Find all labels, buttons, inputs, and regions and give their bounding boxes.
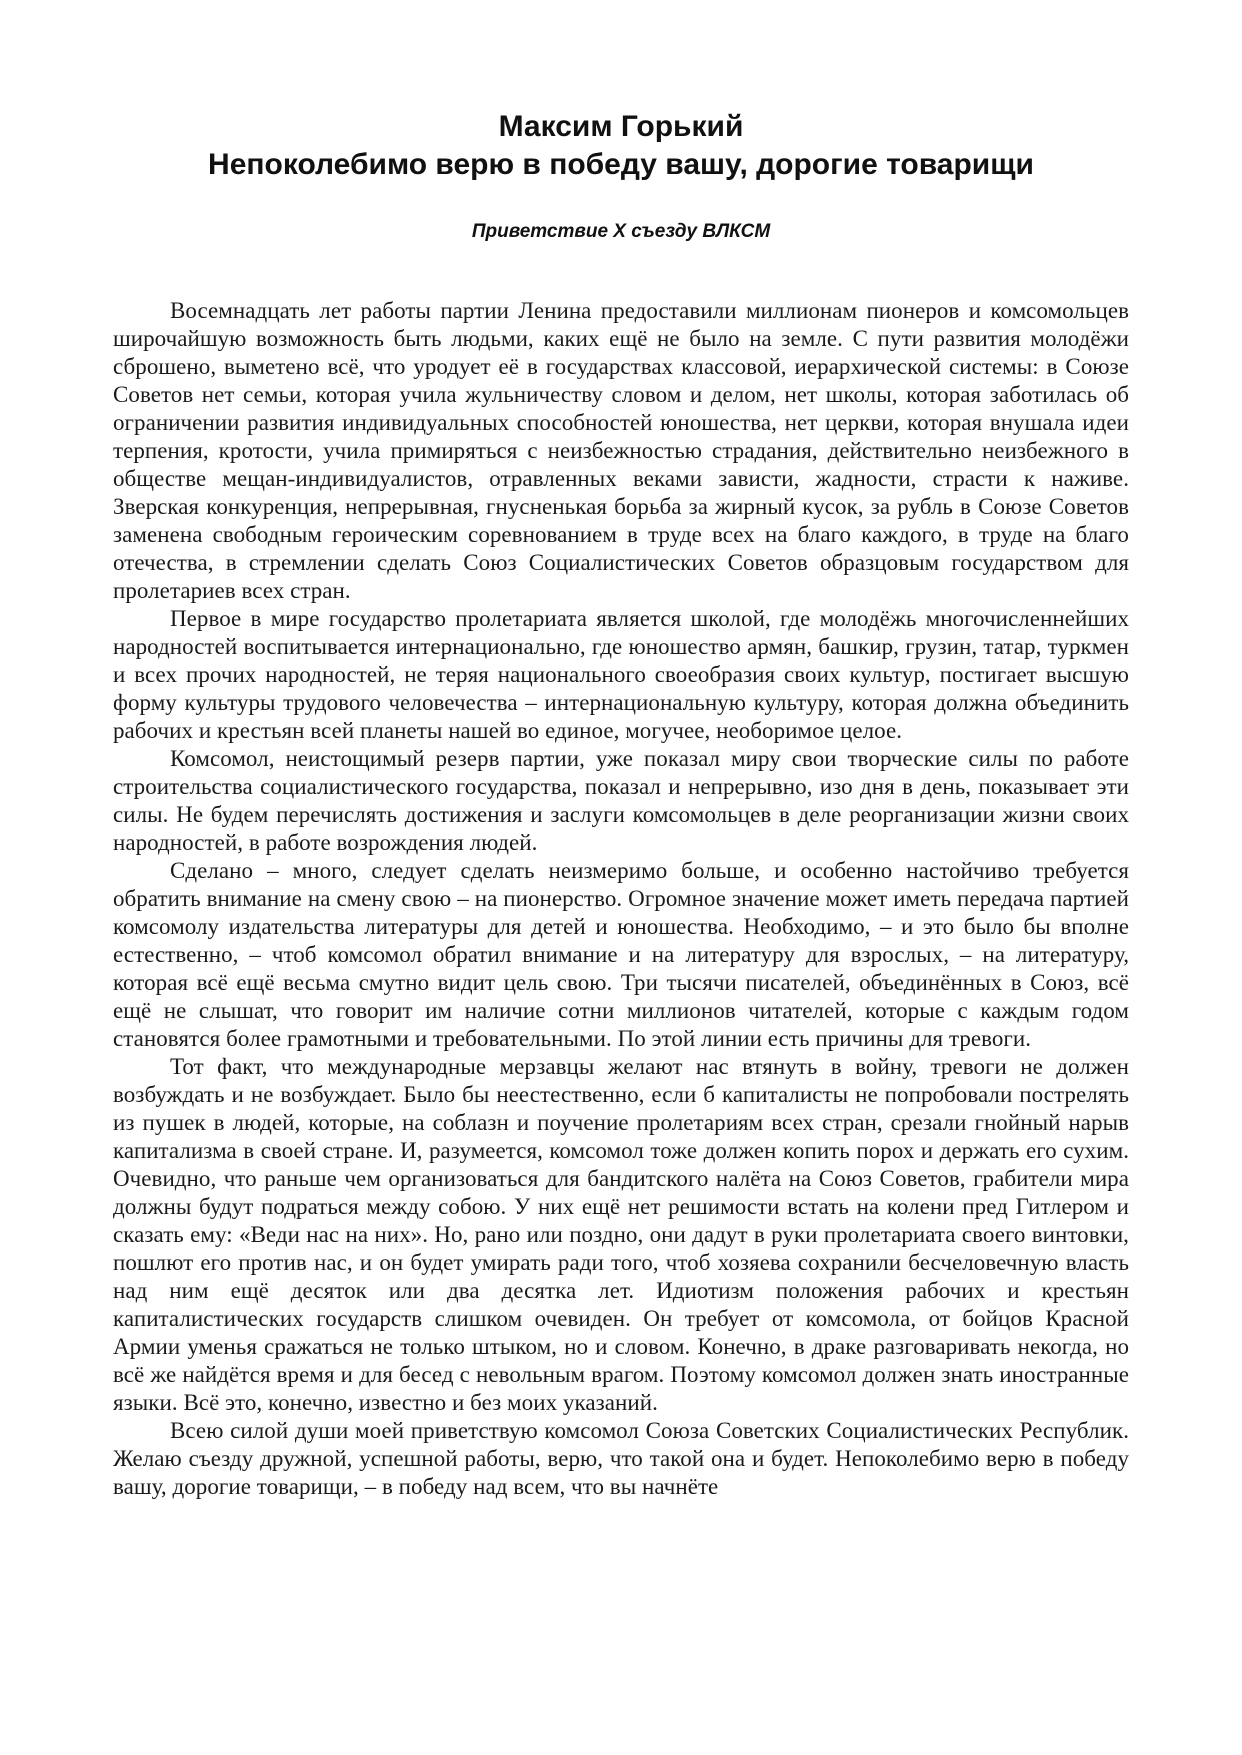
author-name: Максим Горький: [498, 110, 744, 143]
document-body: [113, 297, 1129, 1501]
paragraph: Тот факт, что международные мерзавцы желают нас втянуть в войну, тревоги не должен возбуждать и не возбуждает. Было бы неестественно, если б капиталисты не попробовали пострелять из пушек в людей, которые, на соблазн и поучение пролетариям всех стран, срезали гнойный нарыв капитализма в своей стране. И, разумеется, комсомол тоже должен копить порох и держать его сухим. Очевидно, что раньше чем организоваться для бандитского налёта на Союз Советов, грабители мира должны будут подраться между собою. У них ещё нет решимости встать на колени пред Гитлером и сказать ему: «Веди нас на них». Но, рано или поздно, они дадут в руки пролетариата своего винтовки, пошлют его против нас, и он будет умирать ради того, чтоб хозяева сохранили бесчеловечную власть над ним ещё десяток или два десятка лет. Идиотизм положения рабочих и крестьян капиталистических государств слишком очевиден. Он требует от комсомола, от бойцов Красной Армии уменья сражаться не только штыком, но и словом. Конечно, в драке разговаривать некогда, но всё же найдётся время и для бесед с невольным врагом. Поэтому комсомол должен знать иностранные языки. Всё это, конечно, известно и без моих указаний.: [113, 1054, 1129, 1415]
paragraph: Первое в мире государство пролетариата является школой, где молодёжь многочисленнейших народностей воспитывается интернационально, где юношество армян, башкир, грузин, татар, туркмен и всех прочих народностей, не теряя национального своеобразия своих культур, постигает высшую форму культуры трудового человечества – интернациональную культуру, которая должна объединить рабочих и крестьян всей планеты нашей во единое, могучее, необоримое целое.: [113, 606, 1129, 743]
paragraph: Сделано – много, следует сделать неизмеримо больше, и особенно настойчиво требуется обратить внимание на смену свою – на пионерство. Огромное значение может иметь передача партией комсомолу издательства литературы для детей и юношества. Необходимо, – и это было бы вполне естественно, – чтоб комсомол обратил внимание и на литературу для взрослых, – на литературу, которая всё ещё весьма смутно видит цель свою. Три тысячи писателей, объединённых в Союз, всё ещё не слышат, что говорит им наличие сотни миллионов читателей, которые с каждым годом становятся более грамотными и требовательными. По этой линии есть причины для тревоги.: [113, 858, 1129, 1051]
document-subtitle: Приветствие X съезду ВЛКСМ: [471, 221, 771, 242]
paragraph: Комсомол, неистощимый резерв партии, уже показал миру свои творческие силы по работе строительства социалистического государства, показал и непрерывно, изо дня в день, показывает эти силы. Не будем перечислять достижения и заслуги комсомольцев в деле реорганизации жизни своих народностей, в работе возрождения людей.: [113, 746, 1129, 855]
paragraph: Всею силой души моей приветствую комсомол Союза Советских Социалистических Республик. Желаю съезду дружной, успешной работы, верю, что такой она и будет. Непоколебимо верю в победу вашу, дорогие товарищи, – в победу над всем, что вы начнёте: [113, 1418, 1129, 1499]
paragraph: Восемнадцать лет работы партии Ленина предоставили миллионам пионеров и комсомольцев широчайшую возможность быть людьми, каких ещё не было на земле. С пути развития молодёжи сброшено, выметено всё, что уродует её в государствах классовой, иерархической системы: в Союзе Советов нет семьи, которая учила жульничеству словом и делом, нет школы, которая заботилась об ограничении развития индивидуальных способностей юношества, нет церкви, которая внушала идеи терпения, кротости, учила примиряться с неизбежностью страдания, действительно неизбежного в обществе мещан-индивидуалистов, отравленных веками зависти, жадности, страсти к наживе. Зверская конкуренция, непрерывная, гнусненькая борьба за жирный кусок, за рубль в Союзе Советов заменена свободным героическим соревнованием в труде всех на благо каждого, в труде на благо отечества, в стремлении сделать Союз Социалистических Советов образцовым государством для пролетариев всех стран.: [113, 298, 1129, 603]
document-title: Непоколебимо верю в победу вашу, дорогие товарищи: [208, 148, 1034, 181]
document-header: [100, 108, 1142, 244]
